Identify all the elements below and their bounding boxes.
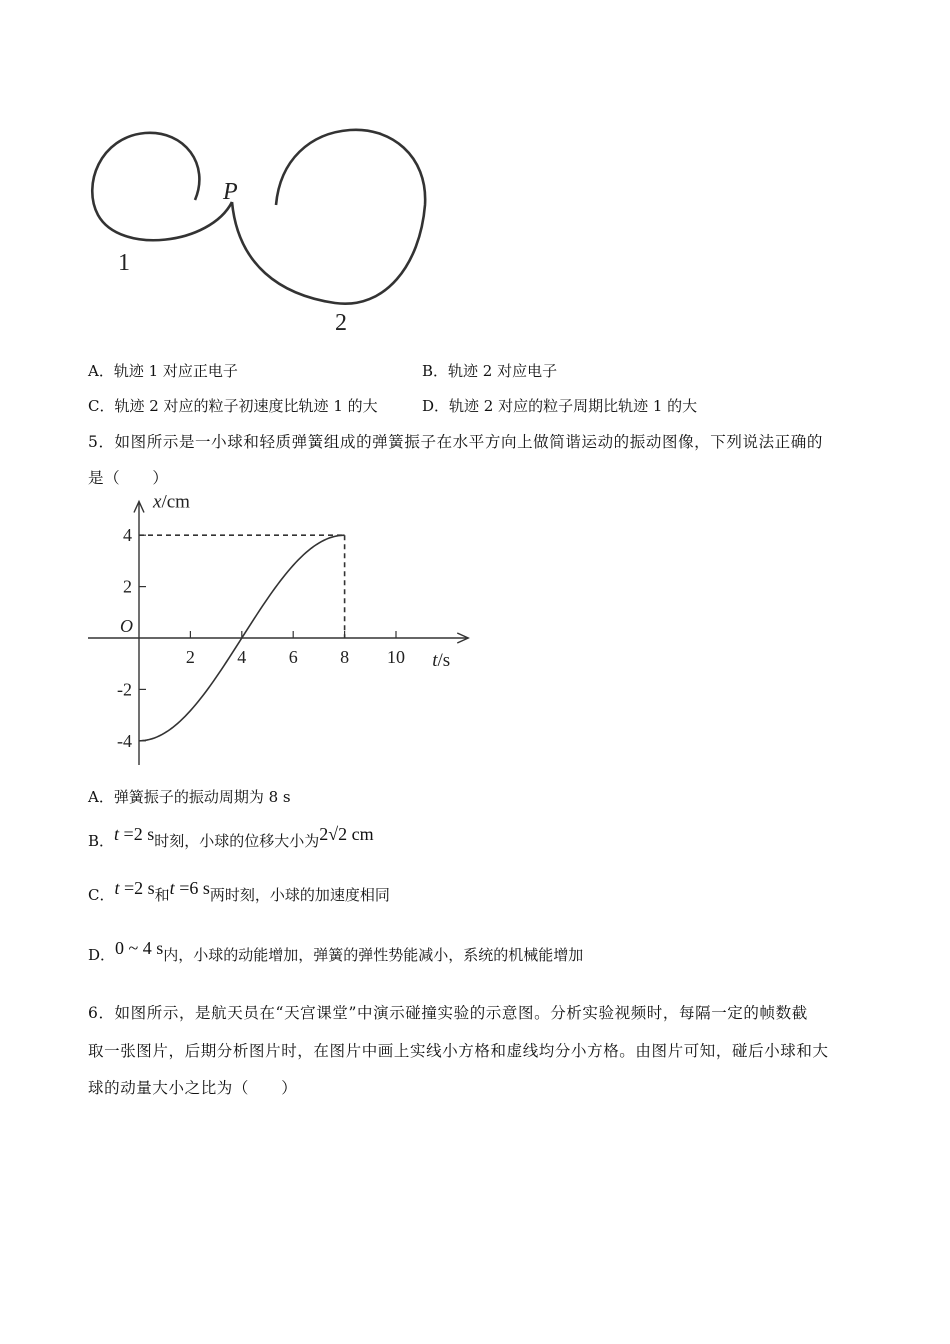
- q6-stem-line2: 取一张图片，后期分析图片时，在图片中画上实线小方格和虚线均分小方格。由图片可知，碰后小球和大: [88, 1042, 829, 1060]
- q5-option-c-prefix: C．: [88, 886, 115, 904]
- q5-option-c-time2: t =6 s: [169, 878, 210, 898]
- q5-option-c-time1: t =2 s: [114, 878, 155, 898]
- trajectory-2-label: 2: [335, 310, 347, 336]
- q5-option-c: [88, 878, 390, 905]
- q5-option-d-text: 内，小球的动能增加，弹簧的弹性势能减小，系统的机械能增加: [163, 946, 584, 964]
- q5-option-b-value: 2√2 cm: [319, 824, 374, 844]
- x-tick-label: 6: [288, 647, 298, 667]
- q5-option-c-and: 和: [154, 886, 170, 904]
- q4-option-a: A．轨迹 1 对应正电子: [88, 362, 238, 380]
- origin-label: O: [120, 616, 133, 636]
- x-tick-label: 10: [387, 647, 405, 667]
- trajectory-figure: [80, 115, 450, 340]
- q4-option-d: D．轨迹 2 对应的粒子周期比轨迹 1 的大: [422, 397, 698, 415]
- trajectory-1-label: 1: [118, 250, 130, 276]
- x-axis-label: t/s: [432, 650, 451, 671]
- q6-stem-line3: 球的动量大小之比为（ ）: [88, 1079, 298, 1097]
- point-p-label: P: [223, 179, 238, 205]
- q5-option-d: [88, 938, 584, 965]
- x-tick-label: 4: [237, 647, 247, 667]
- x-tick-label: 2: [185, 647, 195, 667]
- chart-dashed-guides: [139, 535, 345, 638]
- q5-option-b-prefix: B．: [88, 832, 115, 850]
- q5-option-b-text: 时刻，小球的位移大小为: [154, 832, 320, 850]
- y-axis-label: x/cm: [153, 495, 190, 513]
- y-tick-label: 2: [123, 576, 132, 597]
- q5-stem-line1: 5．如图所示是一小球和轻质弹簧组成的弹簧振子在水平方向上做简谐运动的振动图像，下列说法正确的: [88, 433, 823, 451]
- y-tick-label: 4: [123, 525, 132, 546]
- q5-option-d-interval: 0 ~ 4 s: [115, 938, 164, 958]
- q5-option-d-prefix: D．: [88, 946, 116, 964]
- trajectory-1: [92, 133, 232, 240]
- q4-option-c: C．轨迹 2 对应的粒子初速度比轨迹 1 的大: [88, 397, 378, 415]
- q6-stem-line1: 6．如图所示，是航天员在“天宫课堂”中演示碰撞实验的示意图。分析实验视频时，每隔一定的帧数截: [88, 1004, 808, 1022]
- q5-option-b: [88, 824, 374, 851]
- chart-axes: [88, 502, 468, 766]
- q4-option-b: B．轨迹 2 对应电子: [422, 362, 558, 380]
- x-tick-label: 8: [340, 647, 350, 667]
- y-tick-label: -2: [117, 679, 132, 700]
- q5-stem-line2: 是（ ）: [88, 469, 169, 487]
- y-tick-label: -4: [117, 730, 132, 751]
- q5-option-c-text: 两时刻，小球的加速度相同: [209, 886, 390, 904]
- q5-option-b-time: t =2 s: [114, 824, 155, 844]
- q5-option-a: A．弹簧振子的振动周期为 8 s: [88, 788, 291, 806]
- trajectory-2: [232, 130, 425, 304]
- vibration-chart: [80, 495, 520, 765]
